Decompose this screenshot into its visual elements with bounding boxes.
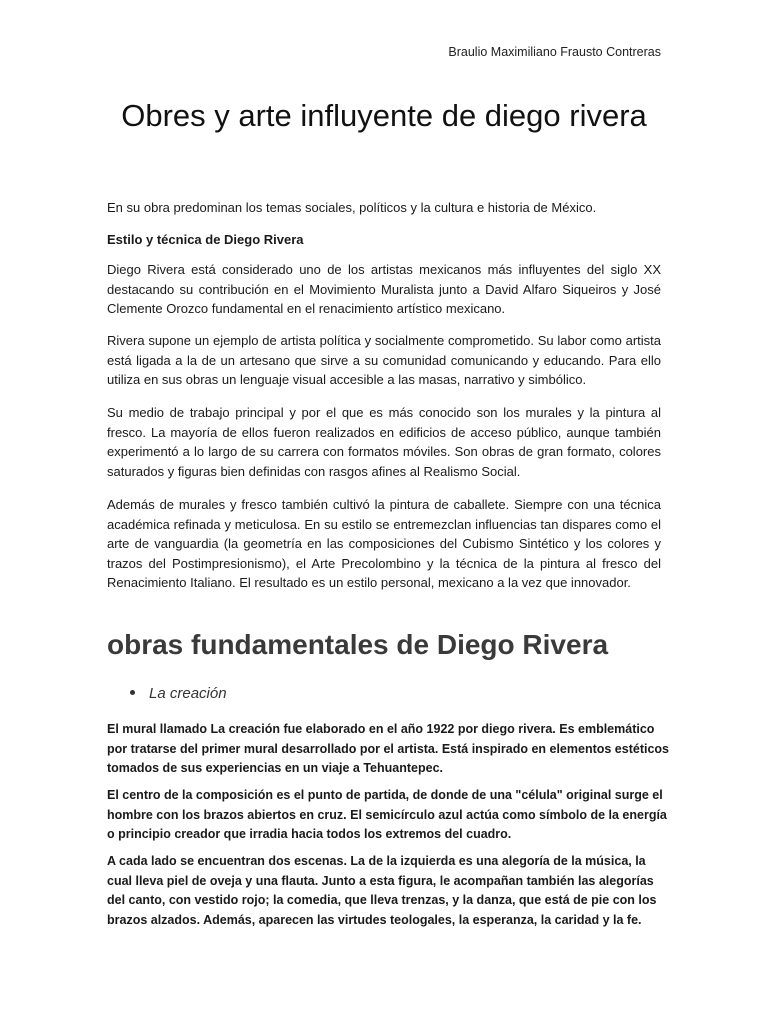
author-header: Braulio Maximiliano Frausto Contreras: [448, 45, 661, 59]
bullet-dot-icon: [130, 690, 135, 695]
paragraph-4: Además de murales y fresco también cultivó la pintura de caballete. Siempre con una técnica académica refinada y meticulosa. En su estilo se entremezclan influencias tan dispares como el arte de vanguardia (la geometría en las composiciones del Cubismo Sintético y los colores y trazos del Postimpresionismo), el Arte Precolombino y la técnica de la pintura al fresco del Renacimiento Italiano. El resultado es un estilo personal, mexicano a la vez que innovador.: [107, 497, 661, 590]
page-title: Obres y arte influyente de diego rivera: [121, 98, 647, 133]
paragraph-3: Su medio de trabajo principal y por el que es más conocido son los murales y la pintura al fresco. La mayoría de ellos fueron realizados en edificios de acceso público, aunque también experimentó a lo largo de su carrera con formatos móviles. Son obras de gran formato, colores saturados y figuras bien definidas con rasgos afines al Realismo Social.: [107, 405, 661, 479]
intro-paragraph: En su obra predominan los temas sociales, políticos y la cultura e historia de México.: [107, 200, 597, 215]
section-heading: obras fundamentales de Diego Rivera: [107, 629, 609, 660]
subheading: Estilo y técnica de Diego Rivera: [107, 232, 304, 247]
section-paragraph-1: El mural llamado La creación fue elaborado en el año 1922 por diego rivera. Es emblemático por tratarse del primer mural desarrollado por el artista. Está inspirado en elementos estéticos tomados de sus experiencias en un viaje a Tehuantepec.: [107, 722, 669, 775]
section-paragraph-3: A cada lado se encuentran dos escenas. La de la izquierda es una alegoría de la música, la cual lleva piel de oveja y una flauta. Junto a esta figura, le acompañan también las alegorías del canto, con vestido rojo; la comedia, que lleva trenzas, y la danza, que está de pie con los brazos alzados. Además, aparecen las virtudes teologales, la esperanza, la caridad y la fe.: [107, 854, 657, 927]
paragraph-2: Rivera supone un ejemplo de artista política y socialmente comprometido. Su labor como artista está ligada a la de un artesano que sirve a su comunidad comunicando y educando. Para ello utiliza en sus obras un lenguaje visual accesible a las masas, narrativo y simbólico.: [107, 333, 661, 387]
bullet-item: [130, 684, 227, 704]
section-paragraph-2: El centro de la composición es el punto de partida, de donde de una "célula" original surge el hombre con los brazos abiertos en cruz. El semicírculo azul actúa como símbolo de la energía o principio creador que irradia hacia todos los extremos del cuadro.: [107, 788, 667, 841]
paragraph-1: Diego Rivera está considerado uno de los artistas mexicanos más influyentes del siglo XX destacando su contribución en el Movimiento Muralista junto a David Alfaro Siqueiros y José Clemente Orozco fundamental en el renacimiento artístico mexicano.: [107, 262, 661, 316]
bullet-item-label: La creación: [149, 685, 227, 702]
